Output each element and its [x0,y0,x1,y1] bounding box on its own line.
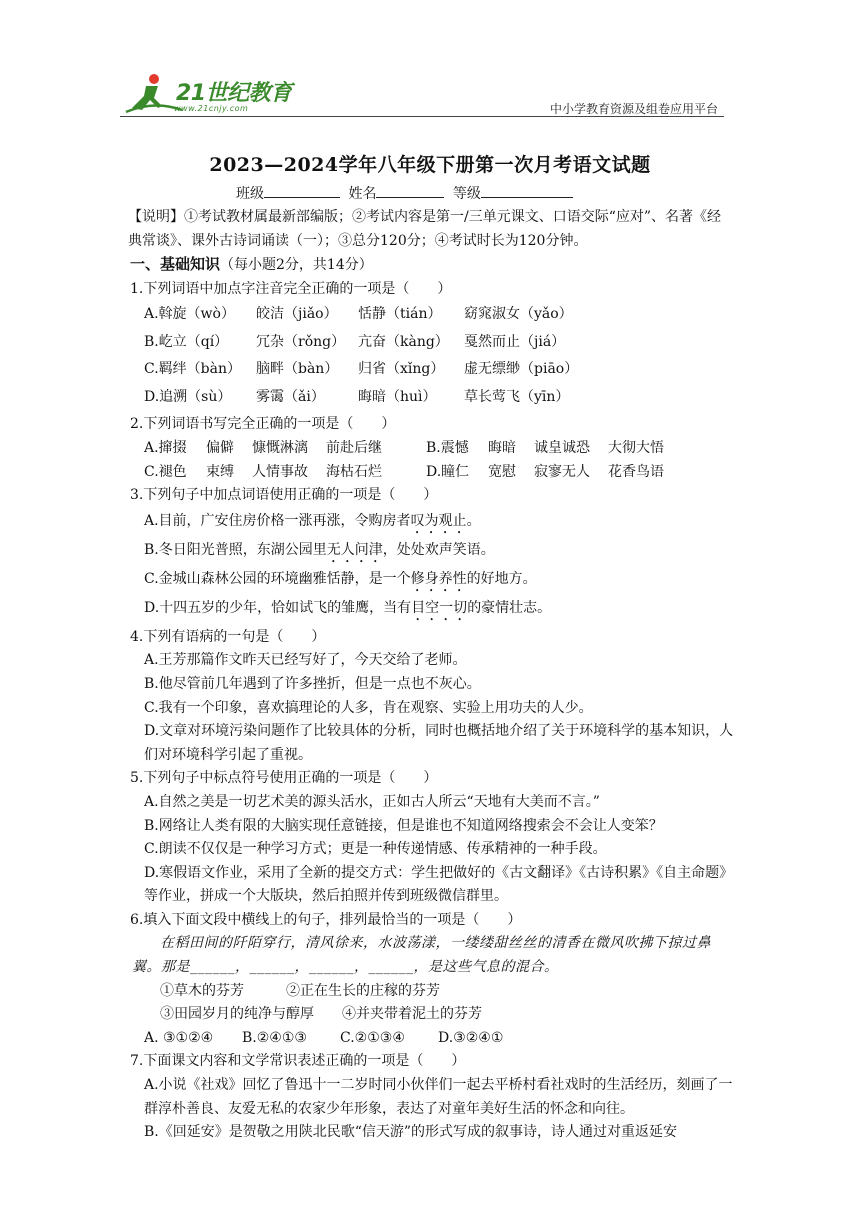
q1-word: 恬静（tián） [358,306,442,323]
grade-label: 等级 [452,186,481,202]
q5-option-c[interactable]: C.朗读不仅仅是一种学习方式；更是一种传递情感、传承精神的一种手段。 [144,841,607,858]
q6-item-1: ①草木的芬芳 [160,982,244,999]
q6-item-2: ②正在生长的庄稼的芬芳 [286,982,440,999]
q4-option-a[interactable]: A.王芳那篇作文昨天已经写好了，今天交给了老师。 [144,652,467,669]
q1-word: A.斡旋（wò） [144,306,235,323]
q2-option-row[interactable] [144,437,734,461]
q5-option-d[interactable]: D.寒假语文作业，采用了全新的提交方式：学生把做好的《古文翻译》《古诗积累》《自主命题》等作业，拼成一个大版块，然后拍照并传到班级微信群里。 [144,864,734,905]
section-score: （每小题2分，共14分） [220,257,373,274]
q2-word: B.震憾 [426,439,469,456]
student-info [236,183,573,203]
exam-note: 【说明】①考试教材属最新部编版；②考试内容是第一/三单元课文、口语交际“应对”、名著《经典常谈》、课外古诗词诵读（一）；③总分120分；④考试时长为120分钟。 [128,209,722,249]
q2-word: 大彻大悟 [608,439,664,456]
q6-passage: 在稻田间的阡陌穿行，清风徐来，水波荡漾，一缕缕甜丝丝的清香在微风吹拂下掠过鼻翼。那是______，______，______，______，是这些气息的混合。 [132,935,711,976]
q1-word: 晦暗（huì） [358,388,437,405]
q1-option-b[interactable] [144,329,734,357]
logo-text: 21世纪教育 [176,81,292,106]
q1-option-d[interactable] [144,384,734,412]
q3-option-c[interactable]: C.金城山森林公园的环境幽雅恬静，是一个修身养性的好地方。 [144,570,537,587]
q6-choice-a[interactable]: A. ③①②④ [144,1029,214,1046]
q1-options [130,301,734,411]
q1-word: 窈窕淑女（yǎo） [464,306,573,323]
q7-option-a[interactable]: A.小说《社戏》回忆了鲁迅十一二岁时同小伙伴们一起去平桥村看社戏时的生活经历，刻画了一群淳朴善良、友爱无私的农家少年形象，表达了对童年美好生活的怀念和向往。 [144,1077,733,1117]
q1-option-a[interactable] [144,301,734,329]
header-divider [120,116,724,117]
q1-word: D.追溯（sù） [144,388,232,405]
class-label: 班级 [236,186,264,202]
logo-url: www.21cnjy.com [174,104,249,113]
q1-word: B.屹立（qí） [144,333,229,350]
section-heading [130,253,734,278]
q6-choice-b[interactable]: B.②④①③ [242,1029,307,1046]
name-label: 姓名 [348,186,377,202]
q2-word: 寂寥无人 [534,463,590,480]
q4-option-d[interactable]: D.文章对环境污染问题作了比较具体的分析，同时也概括地介绍了关于环境科学的基本知识，人们对环境科学引起了重视。 [144,723,734,763]
q6-stem: 6.填入下面文段中横线上的句子，排列最恰当的一项是（ ） [130,911,522,928]
q1-word: C.羁绊（bàn） [144,361,241,378]
name-field[interactable] [376,183,444,198]
q2-word: A.撺掇 [144,439,187,456]
q3-option-b[interactable]: B.冬日阳光普照，东湖公园里无人问津，处处欢声笑语。 [144,541,495,558]
q1-word: 冗杂（rǒng） [256,333,346,350]
q5-option-b[interactable]: B.网络让人类有限的大脑实现任意链接，但是谁也不知道网络搜索会不会让人变笨？ [144,817,663,834]
q2-word: 宽慰 [488,463,516,480]
q3-stem: 3.下列句子中加点词语使用正确的一项是（ ） [130,487,438,504]
logo [124,70,304,116]
grade-field[interactable] [481,183,573,198]
dotted-term: 修身养性 [410,570,467,587]
q2-option-row[interactable] [144,461,734,485]
q6-item-3: ③田园岁月的纯净与醇厚 [160,1006,314,1023]
q2-word: 束缚 [206,463,234,480]
page-title: 2023—2024学年八年级下册第一次月考语文试题 [209,154,651,176]
q1-word: 戛然而止（jiá） [464,333,566,350]
q6-item-4: ④并夹带着泥土的芬芳 [342,1006,482,1023]
q4-stem: 4.下列有语病的一句是（ ） [130,628,326,645]
platform-caption: 中小学教育资源及组卷应用平台 [549,102,718,116]
q5-option-a[interactable]: A.自然之美是一切艺术美的源头活水，正如古人所云“天地有大美而不言。” [144,793,600,810]
q5-stem: 5.下列句子中标点符号使用正确的一项是（ ） [130,770,438,787]
q2-options [130,437,734,484]
q1-word: 虚无缥缈（piāo） [464,361,579,378]
dotted-term: 目空一切 [411,599,468,616]
q1-word: 雾霭（ǎi） [256,388,325,405]
q4-option-b[interactable]: B.他尽管前几年遇到了许多挫折，但是一点也不灰心。 [144,675,481,692]
q2-word: C.褪色 [144,463,187,480]
q5-options [130,791,734,909]
q2-word: 花香鸟语 [608,463,664,480]
q6-choice-d[interactable]: D.③②④① [438,1029,504,1046]
page-header [124,68,724,120]
q2-word: 晦暗 [488,439,516,456]
q4-option-c[interactable]: C.我有一个印象，喜欢搞理论的人多，肯在观察、实验上用功夫的人少。 [144,699,593,716]
q2-word: 慷慨淋漓 [252,439,308,456]
q1-word: 脑畔（bàn） [256,361,339,378]
dotted-term: 叹为观止 [410,512,467,529]
q1-option-c[interactable] [144,356,734,384]
q3-options [130,508,734,624]
q1-word: 草长莺飞（yīn） [464,388,570,405]
q6-choices [130,1027,734,1051]
q7-options [130,1074,734,1145]
q4-options [130,649,734,767]
section-title: 一、基础知识 [130,255,221,274]
q2-word: 偏僻 [206,439,234,456]
q6-choice-c[interactable]: C.②①③④ [340,1029,405,1046]
class-field[interactable] [264,183,340,198]
q7-option-b[interactable]: B.《回延安》是贺敬之用陕北民歌“信天游”的形式写成的叙事诗，诗人通过对重返延安 [144,1124,678,1141]
q2-word: 海枯石烂 [326,463,382,480]
q2-word: 诚皇诚恐 [534,439,590,456]
q3-option-d[interactable]: D.十四五岁的少年，恰如试飞的雏鹰，当有目空一切的豪情壮志。 [144,599,552,616]
q7-stem: 7.下面课文内容和文学常识表述正确的一项是（ ） [130,1053,466,1070]
q2-word: 前赴后继 [326,439,382,456]
q1-word: 归省（xǐng） [358,361,445,378]
exam-content [130,206,734,1145]
q2-word: D.瞳仁 [426,463,470,480]
q6-items [130,980,734,1027]
q3-option-a[interactable]: A.目前，广安住房价格一涨再涨，令购房者叹为观止。 [144,512,481,529]
q2-word: 人情事故 [252,463,308,480]
q1-word: 皎洁（jiǎo） [256,306,338,323]
dotted-term: 无人问津 [326,541,383,558]
q1-stem: 1.下列词语中加点字注音完全正确的一项是（ ） [130,280,452,297]
q2-stem: 2.下列词语书写完全正确的一项是（ ） [130,416,396,433]
q1-word: 亢奋（kàng） [358,333,449,350]
